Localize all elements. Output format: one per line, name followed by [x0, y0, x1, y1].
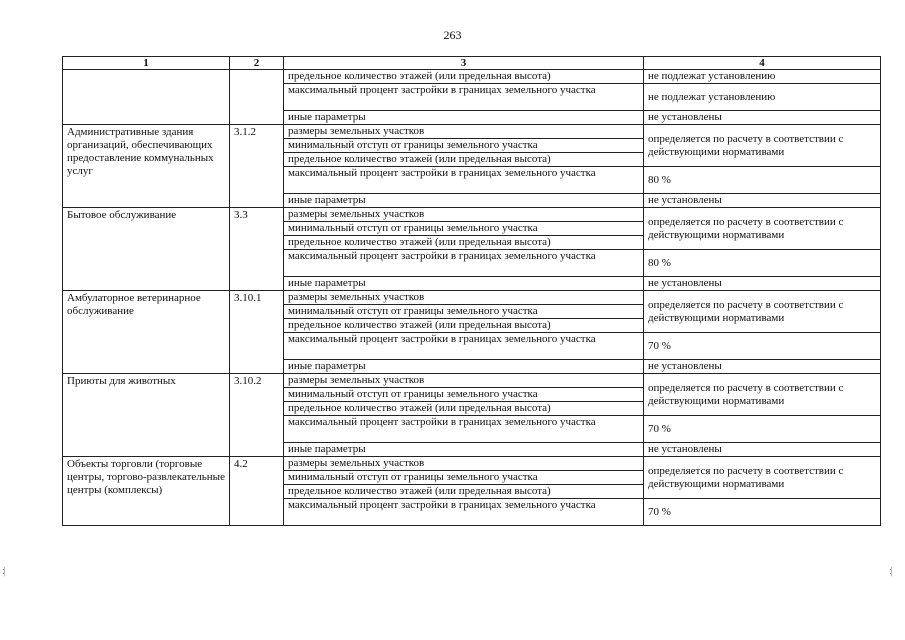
param-cell: иные параметры — [284, 443, 644, 457]
coverage-value-cell: 70 % — [644, 416, 881, 443]
table-row — [63, 457, 881, 471]
use-type-cell: Приюты для животных — [63, 374, 230, 457]
param-cell: размеры земельных участков — [284, 208, 644, 222]
calc-value-cell: определяется по расчету в соответствии с действующими нормативами — [644, 457, 881, 499]
land-use-regulations-table — [62, 56, 881, 526]
other-value-cell: не установлены — [644, 277, 881, 291]
param-cell: предельное количество этажей (или предельная высота) — [284, 402, 644, 416]
use-type-cell: Административные здания организаций, обеспечивающих предоставление коммунальных услуг — [63, 125, 230, 208]
param-cell: минимальный отступ от границы земельного участка — [284, 471, 644, 485]
calc-value-cell: определяется по расчету в соответствии с действующими нормативами — [644, 374, 881, 416]
scan-edge-mark-left: :| — [2, 566, 5, 577]
param-cell: предельное количество этажей (или предельная высота) — [284, 236, 644, 250]
param-cell: максимальный процент застройки в границах земельного участка — [284, 250, 644, 277]
page-number: 263 — [443, 28, 462, 42]
param-cell: минимальный отступ от границы земельного участка — [284, 388, 644, 402]
other-value-cell: не установлены — [644, 194, 881, 208]
code-cell: 3.10.2 — [230, 374, 284, 457]
use-type-cell: Бытовое обслуживание — [63, 208, 230, 291]
param-cell: иные параметры — [284, 194, 644, 208]
calc-value-cell: определяется по расчету в соответствии с действующими нормативами — [644, 291, 881, 333]
coverage-value-cell: 80 % — [644, 250, 881, 277]
param-cell: размеры земельных участков — [284, 125, 644, 139]
table-header-row — [63, 57, 881, 70]
code-cell-empty — [230, 70, 284, 125]
column-header-3: 3 — [284, 57, 644, 70]
param-cell: иные параметры — [284, 360, 644, 374]
coverage-value-cell: 70 % — [644, 499, 881, 526]
value-cell: не установлены — [644, 111, 881, 125]
use-type-cell-empty — [63, 70, 230, 125]
param-cell: иные параметры — [284, 277, 644, 291]
column-header-4: 4 — [644, 57, 881, 70]
param-cell: предельное количество этажей (или предельная высота) — [284, 319, 644, 333]
param-cell: предельное количество этажей (или предельная высота) — [284, 485, 644, 499]
param-cell: минимальный отступ от границы земельного участка — [284, 139, 644, 153]
param-cell: минимальный отступ от границы земельного участка — [284, 305, 644, 319]
code-cell: 3.1.2 — [230, 125, 284, 208]
scan-edge-mark-right: :| — [889, 566, 892, 577]
param-cell: размеры земельных участков — [284, 291, 644, 305]
param-cell: максимальный процент застройки в границах земельного участка — [284, 499, 644, 526]
param-cell: максимальный процент застройки в границах земельного участка — [284, 84, 644, 111]
calc-value-cell: определяется по расчету в соответствии с действующими нормативами — [644, 125, 881, 167]
use-type-cell: Объекты торговли (торговые центры, торгово-развлекательные центры (комплексы) — [63, 457, 230, 526]
other-value-cell: не установлены — [644, 360, 881, 374]
param-cell: максимальный процент застройки в границах земельного участка — [284, 333, 644, 360]
value-cell: не подлежат установлению — [644, 84, 881, 111]
param-cell: размеры земельных участков — [284, 374, 644, 388]
param-cell: предельное количество этажей (или предельная высота) — [284, 70, 644, 84]
column-header-2: 2 — [230, 57, 284, 70]
table-row — [63, 70, 881, 84]
calc-value-cell: определяется по расчету в соответствии с действующими нормативами — [644, 208, 881, 250]
code-cell: 4.2 — [230, 457, 284, 526]
table-row — [63, 208, 881, 222]
param-cell: размеры земельных участков — [284, 457, 644, 471]
column-header-1: 1 — [63, 57, 230, 70]
table-row — [63, 374, 881, 388]
other-value-cell: не установлены — [644, 443, 881, 457]
param-cell: максимальный процент застройки в границах земельного участка — [284, 167, 644, 194]
table-row — [63, 125, 881, 139]
code-cell: 3.10.1 — [230, 291, 284, 374]
coverage-value-cell: 80 % — [644, 167, 881, 194]
value-cell: не подлежат установлению — [644, 70, 881, 84]
table-row — [63, 291, 881, 305]
param-cell: иные параметры — [284, 111, 644, 125]
param-cell: предельное количество этажей (или предельная высота) — [284, 153, 644, 167]
code-cell: 3.3 — [230, 208, 284, 291]
param-cell: минимальный отступ от границы земельного участка — [284, 222, 644, 236]
use-type-cell: Амбулаторное ветеринарное обслуживание — [63, 291, 230, 374]
coverage-value-cell: 70 % — [644, 333, 881, 360]
param-cell: максимальный процент застройки в границах земельного участка — [284, 416, 644, 443]
